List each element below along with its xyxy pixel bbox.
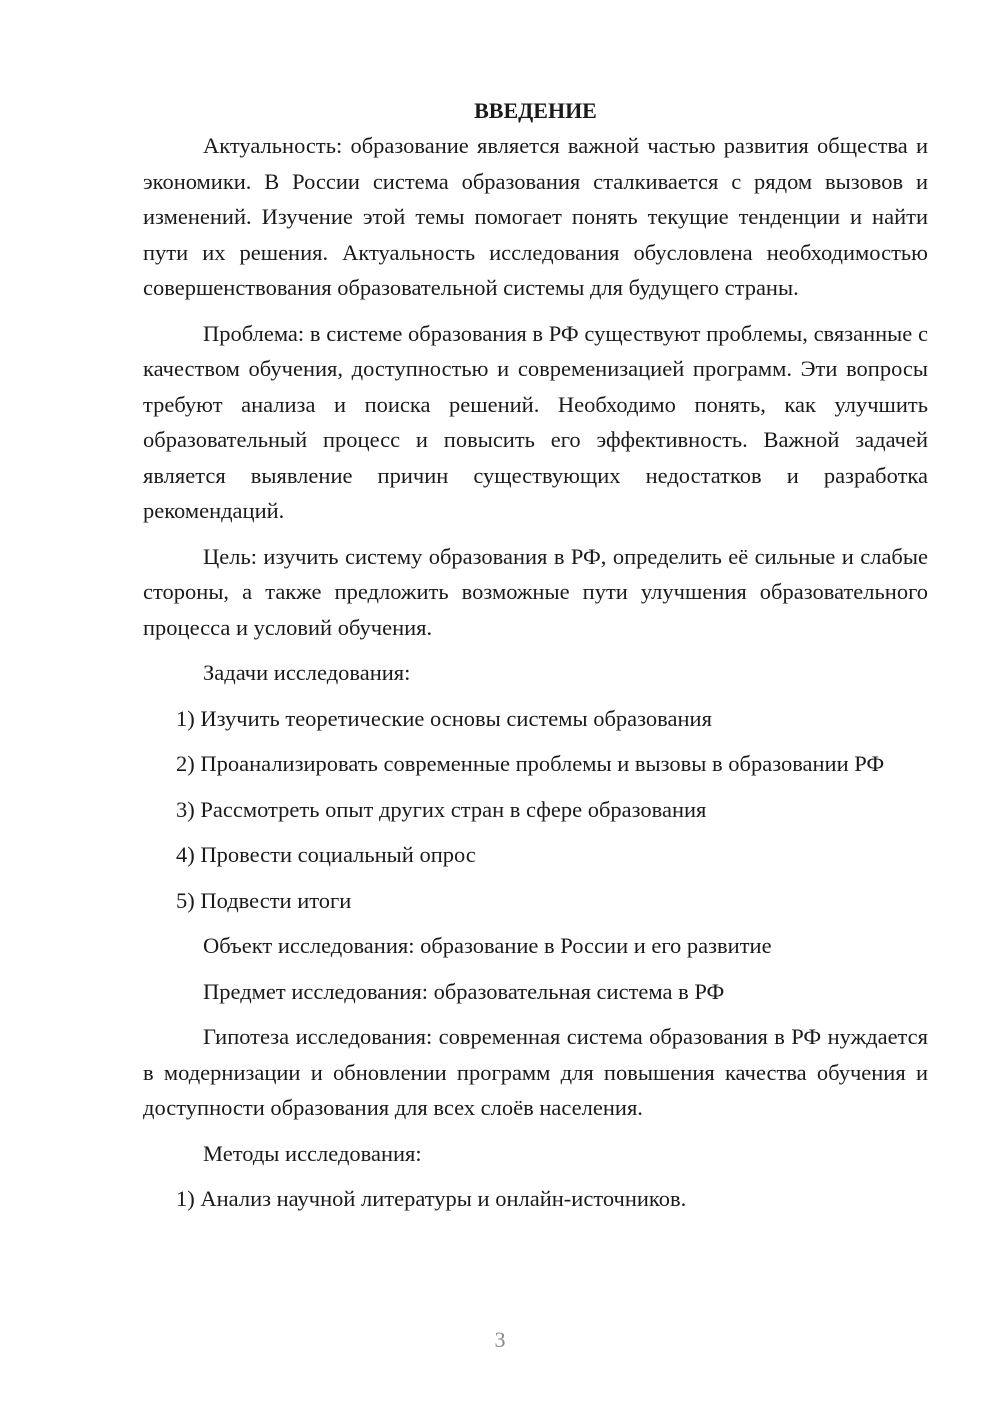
task-item-1: 1) Изучить теоретические основы системы образования: [176, 705, 712, 731]
hypothesis-paragraph: Гипотеза исследования: современная система образования в РФ нуждается в модернизации и обновлении программ для повышения качества обучения и доступности образования для всех слоёв населения.: [143, 1024, 928, 1120]
relevance-paragraph: Актуальность: образование является важной частью развития общества и экономики. В России система образования сталкивается с рядом вызовов и изменений. Изучение этой темы помогает понять текущие тенденции и найти пути их решения. Актуальность исследования обусловлена необходимостью совершенствования образовательной системы для будущего страны.: [143, 133, 928, 300]
research-subject: Предмет исследования: образовательная система в РФ: [203, 978, 725, 1004]
document-page: [143, 93, 928, 1227]
methods-heading: Методы исследования:: [203, 1140, 422, 1166]
method-item-1: 1) Анализ научной литературы и онлайн-источников.: [176, 1186, 687, 1211]
task-item-3: 3) Рассмотреть опыт других стран в сфере образования: [176, 796, 707, 822]
goal-paragraph: Цель: изучить систему образования в РФ, определить её сильные и слабые стороны, а также предложить возможные пути улучшения образовательного процесса и условий обучения.: [143, 543, 928, 640]
task-item-2: 2) Проанализировать современные проблемы и вызовы в образовании РФ: [176, 751, 885, 776]
research-object: Объект исследования: образование в России и его развитие: [203, 933, 772, 958]
task-item-4: 4) Провести социальный опрос: [176, 842, 476, 867]
problem-paragraph: Проблема: в системе образования в РФ существуют проблемы, связанные с качеством обучения, доступностью и современизацией программ. Эти вопросы требуют анализа и поиска решений. Необходимо понять, как улучшить образовательный процесс и повысить его эффективность. Важной задачей является выявление причин существующих недостатков и разработка рекомендаций.: [143, 320, 928, 523]
page-number: 3: [494, 1327, 506, 1352]
tasks-heading: Задачи исследования:: [203, 660, 411, 685]
task-item-5: 5) Подвести итоги: [176, 887, 352, 913]
section-title: ВВЕДЕНИЕ: [474, 98, 597, 123]
